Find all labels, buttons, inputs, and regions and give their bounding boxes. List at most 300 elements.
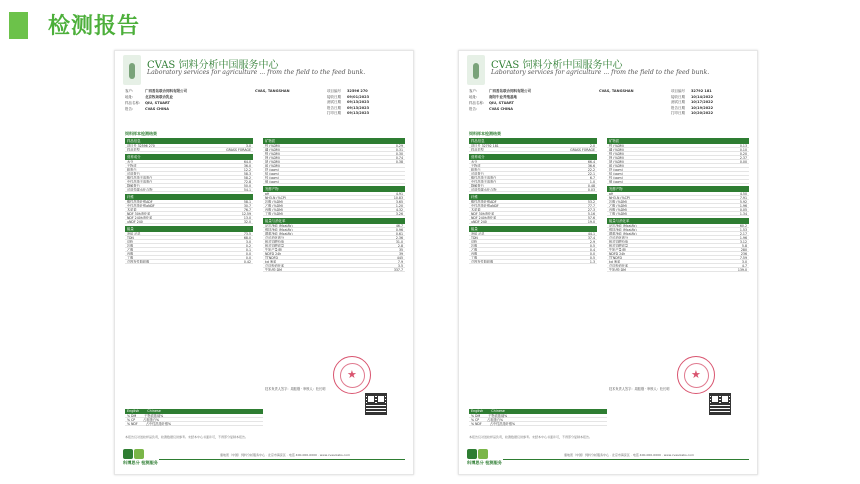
meta-key: 接收日期 [671, 94, 685, 99]
meta-value: QIU, STUART [489, 101, 514, 105]
cell-value: 0.48 [587, 184, 595, 188]
meta-key: 地址: [469, 95, 478, 99]
cell-value: 73.5 [243, 232, 251, 236]
cell-name: 中性洗涤不溶蛋白 [471, 180, 497, 183]
cell-name: 降解蛋白 [471, 184, 484, 187]
table-header-label: 能量与消化率 [265, 219, 286, 223]
cell-value: 36.0 [243, 164, 251, 168]
cell-name: pH [609, 192, 614, 195]
table-header-label: 能量 [471, 227, 478, 231]
cell-value: 58.1 [243, 200, 251, 204]
disclaimer-note: 本报告仅对送检样品负责，检测数据仅供参考。未经本中心书面许可，不得部分复制本报告。 [469, 435, 593, 439]
meta-value: 10/14/2022 [691, 94, 714, 99]
results-table [469, 226, 597, 264]
meta-key: 测试日期 [671, 100, 685, 104]
cell-value: 445 [396, 256, 403, 260]
cell-name: 钙 (%DM) [609, 144, 624, 147]
table-row [125, 260, 253, 264]
cell-name: 总淀粉消化率 [265, 264, 285, 267]
table-header-label: 矿物质 [265, 139, 276, 143]
cell-name: 木质素 [471, 208, 481, 211]
seal-star-icon: ★ [347, 368, 357, 381]
cell-value: 0.0 [245, 256, 251, 260]
cell-value: 0.13 [739, 144, 747, 148]
cell-name: 锰 (ppm) [609, 172, 623, 175]
meta-row [125, 107, 169, 112]
meta-right-row [327, 95, 369, 100]
meta-key: 地址: [125, 95, 134, 99]
legend-cell: % CP [127, 418, 136, 422]
official-seal-stamp [677, 356, 715, 394]
cell-value: 3.0 [245, 240, 251, 244]
cell-value: 66.4 [587, 160, 595, 164]
cell-value: 27.3 [587, 208, 595, 212]
cell-name: kd 速率 [609, 260, 621, 263]
cell-name: 钠 (%DM) [609, 160, 624, 163]
legend-cell: % NDF [127, 422, 138, 426]
meta-value: 09/13/2023 [347, 100, 370, 104]
meta-right-row [327, 111, 369, 116]
cell-value: 2.9 [589, 240, 595, 244]
cell-name: 可溶性碳水化合物 [471, 188, 497, 191]
cell-name: 淀粉 [127, 240, 134, 243]
results-table [263, 218, 405, 272]
table-header-label: 营养成分 [471, 155, 485, 159]
meta-row [469, 89, 531, 94]
cell-name: 铜 (ppm) [609, 180, 623, 183]
cell-name: 木质素 [127, 208, 137, 211]
cell-value: 10.83 [393, 196, 403, 200]
cell-name: 总可消化养分 [609, 236, 629, 239]
meta-right-row [671, 95, 713, 100]
cell-name: 硫 (%DM) [265, 164, 280, 167]
cell-name: 牛奶产量/吨 [609, 248, 627, 251]
cell-value: 3.5 [397, 264, 403, 268]
footer-logo [467, 449, 502, 469]
signature-note: 技术负责人签字：周振刚 · 审核人：杜长明 [609, 387, 670, 391]
cell-value: 1.20 [395, 204, 403, 208]
cell-name: 总挥发性脂肪酸 [127, 260, 150, 263]
cell-value: 1.96 [739, 204, 747, 208]
cell-value: 0.29 [395, 144, 403, 148]
cell-value: 7.91 [739, 196, 747, 200]
table-header-label: 样品信息 [471, 139, 485, 143]
table-row [469, 188, 597, 192]
results-table [125, 194, 253, 224]
table-row [469, 260, 597, 264]
meta-value: CVAS CHINA [489, 107, 513, 111]
cell-name: NDF 30h消化率 [471, 212, 495, 215]
cell-value: 36.6 [587, 164, 595, 168]
cvas-logo-icon [123, 55, 141, 85]
cell-name: 铜 (ppm) [265, 180, 279, 183]
cell-value: 31.0 [395, 240, 403, 244]
cell-value: 0.42 [243, 260, 251, 264]
meta-value: 广西香岛联合饲料有限公司 [489, 89, 531, 93]
meta-key: 客户: [469, 89, 478, 93]
cell-name: 锌 (ppm) [265, 176, 279, 179]
cell-value: 2.36 [395, 236, 403, 240]
legend-row [125, 422, 263, 426]
table-header-label: 纤维 [127, 195, 134, 199]
cell-name: 中性洗涤不溶蛋白 [127, 180, 153, 183]
cell-name: 铁 (ppm) [265, 168, 279, 171]
cell-name: 磷 (%DM) [609, 148, 624, 151]
legend-cell: % DM [471, 414, 481, 418]
meta-key: 项目编号 [671, 89, 685, 93]
site-name [255, 89, 290, 94]
cell-name: 降解蛋白 [127, 184, 140, 187]
cell-name: 泌乳净能 (Mcal/lb) [609, 224, 637, 227]
cell-value: 46.7 [395, 224, 403, 228]
cell-value: GRASS FORAGE [570, 148, 595, 152]
cell-name: 酸性洗涤不溶蛋白 [127, 176, 153, 179]
cell-value: 44.1 [587, 232, 595, 236]
cell-value: 0.31 [395, 148, 403, 152]
cell-value: 7.59 [739, 256, 747, 260]
cell-name: 乙酸 (%DM) [265, 204, 284, 207]
cell-name: 干物质 [127, 164, 137, 167]
meta-right-row [327, 106, 369, 111]
cell-name: 项目号 32596 270 [127, 144, 155, 147]
cell-value: 1.53 [739, 228, 747, 232]
cell-value: 2.17 [739, 232, 747, 236]
page-title: 检测报告 [48, 14, 141, 39]
legend-cell: 占中性洗涤纤维% [145, 422, 172, 426]
legend-cell: 占粗蛋白% [487, 418, 503, 422]
table-row [125, 220, 253, 224]
cell-name: 酸性洗涤不溶蛋白 [471, 176, 497, 179]
legend-cell: % CP [471, 418, 480, 422]
table-row [263, 268, 405, 272]
meta-key: 打印日期 [327, 111, 341, 115]
cell-name: 乙酸 [471, 248, 478, 251]
cell-name: 可溶蛋白 [127, 172, 140, 175]
results-table [263, 138, 405, 184]
legend-cell: % DM [127, 414, 137, 418]
cell-value: 4.32 [395, 208, 403, 212]
cell-value: 0.61 [395, 232, 403, 236]
legend-cell: 占中性洗涤纤维% [489, 422, 516, 426]
cell-name: 增重净能 (Mcal/lb) [609, 232, 637, 235]
cell-value: 1.96 [739, 236, 747, 240]
seal-star-icon: ★ [691, 368, 701, 381]
cell-value: 7.9 [397, 260, 403, 264]
site-value: CVAS, TANGSHAN [599, 89, 634, 93]
cell-name: NH3-N (%CP) [265, 196, 287, 199]
cell-value: 0.38 [395, 160, 403, 164]
cell-value: 0.1 [245, 248, 251, 252]
cell-name: 酸性洗涤纤维ADF [471, 200, 497, 203]
table-header-label: 发酵产物 [265, 187, 279, 191]
cell-value: 19.0 [587, 220, 595, 224]
cell-name: 乳酸 (%DM) [609, 200, 628, 203]
cvas-logo-icon [467, 55, 485, 85]
cell-value: 0.20 [739, 152, 747, 156]
cell-name: 项目号 32792 181 [471, 144, 499, 147]
section-title: 饲料样本检测结果 [125, 131, 157, 136]
cell-value: 13.0 [243, 216, 251, 220]
meta-value: 广西香岛联合饲料有限公司 [145, 89, 187, 93]
cell-name: 可溶性碳水化合物 [127, 188, 153, 191]
cell-name: 酸性洗涤纤维ADF [127, 200, 153, 203]
cell-name: 钠 (%DM) [265, 160, 280, 163]
meta-right-row [327, 100, 369, 105]
results-table [125, 138, 253, 152]
cell-value: 0.0 [589, 252, 595, 256]
cell-value: 60.2 [739, 224, 747, 228]
cell-name: TTNDFD [609, 256, 622, 259]
table-row [607, 180, 749, 184]
cell-value: 1.34 [739, 212, 747, 216]
cell-value: 2.37 [739, 156, 747, 160]
cell-name: 镁 (%DM) [265, 152, 280, 155]
cell-value: 3.0 [741, 260, 747, 264]
meta-row [469, 95, 517, 100]
cell-value: 0.30 [395, 152, 403, 156]
footer-divider [159, 459, 405, 460]
meta-key: 报告: [125, 107, 134, 111]
cell-name: 牛奶/吨 DM [265, 268, 282, 271]
cell-name: 可溶蛋白 [471, 172, 484, 175]
cell-name: 样品类型 [127, 148, 140, 151]
cell-value: 0.03 [587, 188, 595, 192]
cell-value: 0.0 [245, 252, 251, 256]
title-accent-bar [9, 12, 28, 39]
cell-name: 镁 (%DM) [609, 152, 624, 155]
table-row [263, 212, 405, 216]
cell-name: 乳酸 (%DM) [265, 200, 284, 203]
cell-name: NDF 240h消化率 [127, 216, 153, 219]
cell-value: 57.6 [587, 216, 595, 220]
cell-name: NDFD 24h [609, 252, 626, 255]
report-document-1[interactable] [114, 50, 414, 475]
meta-row [125, 95, 173, 100]
meta-value: 10/17/2022 [691, 100, 714, 104]
brand-name: CVAS 饲料分析中国服务中心 [147, 60, 279, 71]
cell-value: 236 [740, 252, 747, 256]
meta-value: 南阳牛业养殖基地 [489, 95, 517, 99]
cell-value: GRASS FORAGE [226, 148, 251, 152]
meta-key: 项目编号 [327, 89, 341, 93]
table-header-label: 能量与消化率 [609, 219, 630, 223]
footer-brand: 科博思分 检测服务 [467, 460, 502, 465]
cell-name: 乳酸 [471, 244, 478, 247]
results-table [607, 138, 749, 184]
cell-name: 增重净能 (Mcal/lb) [265, 232, 293, 235]
cell-name: 钙 (%DM) [265, 144, 280, 147]
brand-tagline: Laboratory services for agriculture ... from the field to the feed bunk. [147, 69, 366, 76]
cell-value: 68.0 [243, 236, 251, 240]
abbreviation-legend [125, 409, 263, 433]
cell-value: 72.8 [243, 180, 251, 184]
cell-name: 丁酸 [471, 256, 478, 259]
cell-name: 相对饲喂质量 [265, 244, 285, 247]
cell-name: uNDF 240 [127, 220, 143, 223]
site-value: CVAS, TANGSHAN [255, 89, 290, 93]
cell-value: 0.74 [395, 156, 403, 160]
legend-cell: 占粗蛋白% [143, 418, 159, 422]
footer-text: 康地恩（中国）饲料分析服务中心 · 北京市海淀区 · 电话 400-000-0000 · www.cvasolabs.com [564, 453, 694, 457]
cell-value: 53.2 [587, 200, 595, 204]
cell-value: 32.0 [243, 220, 251, 224]
cell-name: 水分 [471, 160, 478, 163]
meta-right-row [671, 89, 712, 94]
table-header-label: 样品信息 [127, 139, 141, 143]
cell-name: 锌 (ppm) [609, 176, 623, 179]
cell-name: 磷 (%DM) [265, 148, 280, 151]
cell-value: 139.0 [737, 268, 747, 272]
meta-key: 样品名称: [125, 101, 141, 105]
section-title: 饲料样本检测结果 [469, 131, 501, 136]
cell-value: 5.92 [739, 200, 747, 204]
cell-name: 乙酸 [127, 248, 134, 251]
cell-value: 5.8 [741, 244, 747, 248]
cell-value: 3.26 [395, 212, 403, 216]
cell-name: TDN [471, 236, 478, 239]
cell-value: 0.4 [589, 248, 595, 252]
results-table [469, 138, 597, 152]
cell-name: 维持净能 (Mcal/lb) [609, 228, 637, 231]
cell-name: 净能 泌乳 [127, 232, 141, 235]
report-document-2[interactable] [458, 50, 758, 475]
meta-row [469, 107, 513, 112]
cell-value: 54.1 [243, 188, 251, 192]
results-table [469, 194, 597, 224]
cell-name: 中性洗涤纤维aNDF [471, 204, 499, 207]
table-header-label: 发酵产物 [609, 187, 623, 191]
qr-code[interactable] [709, 393, 731, 415]
cell-name: 泌乳净能 (Mcal/lb) [265, 224, 293, 227]
abbreviation-legend [469, 409, 607, 433]
legend-header-cell: English [471, 409, 484, 413]
cell-name: 牛奶/吨 DM [609, 268, 626, 271]
table-row [469, 148, 597, 152]
cell-value: 0.00 [739, 160, 747, 164]
meta-value: 09/01/2023 [347, 94, 370, 99]
cell-name: 乳酸 [127, 244, 134, 247]
meta-right-row [327, 89, 368, 94]
legend-header-cell: English [127, 409, 140, 413]
meta-key: 报告日期 [327, 105, 341, 110]
footer-divider [503, 459, 749, 460]
meta-value: 32792 181 [691, 89, 712, 93]
cell-value: 58.3 [243, 172, 251, 176]
legend-row [469, 422, 607, 426]
meta-value: 09/13/2023 [347, 111, 370, 115]
cell-value: 280 [740, 248, 747, 252]
signature-note: 技术负责人签字：周振刚 · 审核人：杜长明 [265, 387, 326, 391]
cell-value: 12.59 [241, 212, 251, 216]
table-row [263, 180, 405, 184]
meta-row [469, 101, 514, 106]
cell-value: 3.65 [395, 200, 403, 204]
cell-value: 2.0 [589, 144, 595, 148]
cell-name: 相对饲喂价值 [265, 240, 285, 243]
footer-brand: 科博思分 检测服务 [123, 460, 158, 465]
cell-value: 77.7 [587, 204, 595, 208]
cell-name: 粗蛋白 [127, 168, 137, 171]
cell-name: 丁酸 (%DM) [609, 212, 628, 215]
cell-name: NH3-N (%CP) [609, 196, 631, 199]
cell-name: 总挥发性脂肪酸 [471, 260, 494, 263]
cell-name: TTNDFD [265, 256, 278, 259]
cell-name: 乙酸 (%DM) [609, 204, 628, 207]
meta-key: 样品名称: [469, 101, 485, 105]
cell-name: 钾 (%DM) [609, 156, 624, 159]
footer-logo-icon [478, 449, 488, 459]
legend-header-cell: Chinese [147, 409, 161, 413]
meta-row [125, 101, 170, 106]
meta-right-row [671, 106, 713, 111]
results-table [125, 226, 253, 264]
legend-cell: 干物质基础% [144, 414, 164, 418]
cell-name: NDFD 24h [265, 252, 282, 255]
cell-value: 4.7 [741, 264, 747, 268]
results-table [263, 186, 405, 216]
meta-value: 32596 270 [347, 89, 368, 93]
meta-key: 接收日期 [327, 94, 341, 99]
meta-right-row [671, 111, 713, 116]
cell-value: 30.7 [243, 204, 251, 208]
cell-value: 6.7 [589, 176, 595, 180]
cell-name: 总可消化养分 [265, 236, 285, 239]
cell-value: 3.0 [245, 144, 251, 148]
qr-code[interactable] [365, 393, 387, 415]
cell-value: 4.91 [395, 192, 403, 196]
cell-name: 相对饲喂价值 [609, 240, 629, 243]
meta-value: 09/13/2023 [347, 105, 370, 110]
cell-value: 0.10 [739, 148, 747, 152]
table-header-label: 矿物质 [609, 139, 620, 143]
cell-name: 铁 (ppm) [609, 168, 623, 171]
cell-value: 0.2 [245, 244, 251, 248]
cell-value: 0.5 [589, 256, 595, 260]
disclaimer-note: 本报告仅对送检样品负责，检测数据仅供参考。未经本中心书面许可，不得部分复制本报告。 [125, 435, 249, 439]
cell-name: 中性洗涤纤维aNDF [127, 204, 155, 207]
brand-tagline: Laboratory services for agriculture ... from the field to the feed bunk. [491, 69, 710, 76]
meta-value: 10/19/2022 [691, 105, 714, 110]
meta-value: QIU, STUART [145, 101, 170, 105]
site-name [599, 89, 634, 94]
table-header-label: 营养成分 [127, 155, 141, 159]
cell-name: uNDF 240 [471, 220, 487, 223]
results-table [125, 154, 253, 192]
cell-name: 丙酸 (%DM) [265, 208, 284, 211]
footer-logo-icon [134, 449, 144, 459]
results-table [607, 186, 749, 216]
meta-key: 报告: [469, 107, 478, 111]
cell-value: 12.2 [243, 168, 251, 172]
legend-cell: % NDF [471, 422, 482, 426]
cell-value: 0.96 [395, 228, 403, 232]
results-table [469, 154, 597, 192]
footer-logo-icon [467, 449, 477, 459]
cell-name: 牛奶产量/吨 [265, 248, 283, 251]
cell-name: 干物质 [471, 164, 481, 167]
cell-value: 22.1 [587, 172, 595, 176]
cell-value: 0.5 [589, 244, 595, 248]
cell-name: 丙酸 [471, 252, 478, 255]
footer-logo [123, 449, 158, 469]
cell-value: 64.0 [243, 160, 251, 164]
cell-value: 37.4 [587, 236, 595, 240]
cell-value: 50.0 [243, 184, 251, 188]
meta-row [125, 89, 187, 94]
table-header-label: 能量 [127, 227, 134, 231]
cell-value: 39 [398, 252, 403, 256]
table-row [607, 212, 749, 216]
